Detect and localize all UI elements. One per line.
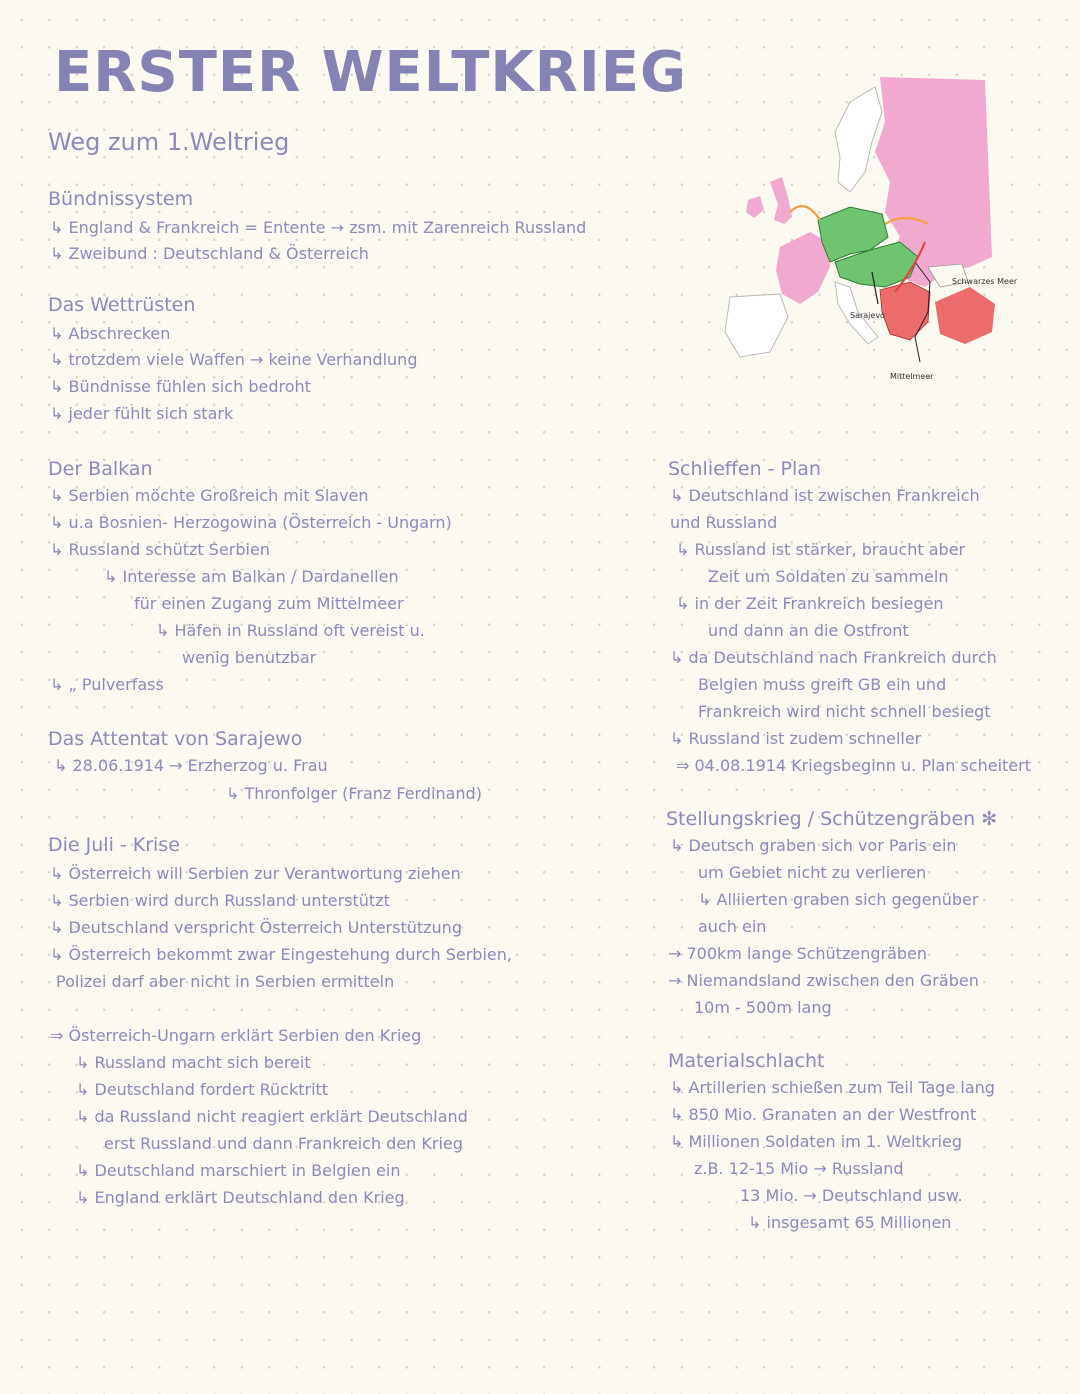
krieg-line: ↳ Russland macht sich bereit: [76, 1053, 311, 1072]
balkan-line: ↳ Häfen in Russland oft vereist u.: [156, 621, 425, 640]
map-balkans: [880, 282, 930, 340]
material-line: ↳ Artillerien schießen zum Teil Tage lang: [670, 1078, 995, 1097]
schlieffen-line: ↳ Deutschland ist zwischen Frankreich: [670, 486, 980, 505]
stellungskrieg-line: ↳ Deutsch graben sich vor Paris ein: [670, 836, 957, 855]
stellungskrieg-line: auch ein: [698, 917, 767, 936]
stellungskrieg-line: ↳ Alliierten graben sich gegenüber: [698, 890, 979, 909]
heading-material: Materialschlacht: [668, 1050, 825, 1072]
material-line: ↳ Millionen Soldaten im 1. Weltkrieg: [670, 1132, 962, 1151]
krieg-line: ↳ England erklärt Deutschland den Krieg: [76, 1188, 405, 1207]
wettruesten-line: ↳ Bündnisse fühlen sich bedroht: [50, 377, 311, 396]
balkan-line: für einen Zugang zum Mittelmeer: [134, 594, 404, 613]
map-label-black-sea: Schwarzes Meer: [952, 277, 1018, 286]
map-scandinavia: [835, 87, 882, 192]
material-line: 13 Mio. → Deutschland usw.: [740, 1186, 963, 1205]
heading-wettruesten: Das Wettrüsten: [48, 294, 196, 316]
schlieffen-line: Zeit um Soldaten zu sammeln: [708, 567, 949, 586]
stellungskrieg-line: → Niemandsland zwischen den Gräben: [668, 971, 979, 990]
heading-julikrise: Die Juli - Krise: [48, 834, 180, 856]
map-iberia: [725, 294, 788, 357]
julikrise-line: Polizei darf aber nicht in Serbien ermitteln: [56, 972, 395, 991]
map-arrow-west: [790, 206, 820, 220]
julikrise-line: ↳ Österreich bekommt zwar Eingestehung durch Serbien,: [50, 945, 512, 964]
schlieffen-line: und Russland: [670, 513, 778, 532]
heading-attentat: Das Attentat von Sarajewo: [48, 728, 303, 750]
heading-buendnis: Bündnissystem: [48, 188, 194, 210]
schlieffen-line: ⇒ 04.08.1914 Kriegsbeginn u. Plan scheitert: [676, 756, 1031, 775]
balkan-line: wenig benutzbar: [182, 648, 317, 667]
julikrise-line: ↳ Österreich will Serbien zur Verantwortung ziehen: [50, 864, 461, 883]
page-title: ERSTER WELTKRIEG: [54, 40, 687, 105]
map-label-sarajevo: Sarajevo: [850, 311, 885, 320]
krieg-line: ↳ Deutschland fordert Rücktritt: [76, 1080, 329, 1099]
buendnis-line: ↳ Zweibund : Deutschland & Österreich: [50, 244, 369, 263]
julikrise-line: ↳ Serbien wird durch Russland unterstützt: [50, 891, 390, 910]
schlieffen-line: ↳ in der Zeit Frankreich besiegen: [676, 594, 944, 613]
krieg-line: erst Russland und dann Frankreich den Krieg: [104, 1134, 463, 1153]
wettruesten-line: ↳ trotzdem viele Waffen → keine Verhandlung: [50, 350, 418, 369]
schlieffen-line: und dann an die Ostfront: [708, 621, 909, 640]
material-line: z.B. 12-15 Mio → Russland: [694, 1159, 904, 1178]
balkan-line: ↳ u.a Bosnien- Herzogowina (Österreich - Ungarn): [50, 513, 452, 532]
krieg-line: ↳ Deutschland marschiert in Belgien ein: [76, 1161, 401, 1180]
page-subtitle: Weg zum 1.Weltrieg: [48, 128, 290, 156]
attentat-line: ↳ 28.06.1914 → Erzherzog u. Frau: [54, 756, 328, 775]
krieg-line: ⇒ Österreich-Ungarn erklärt Serbien den Krieg: [50, 1026, 422, 1045]
heading-balkan: Der Balkan: [48, 458, 153, 480]
heading-schlieffen: Schlieffen - Plan: [668, 458, 821, 480]
balkan-line: ↳ Serbien möchte Großreich mit Slaven: [50, 486, 369, 505]
wettruesten-line: ↳ Abschrecken: [50, 324, 171, 343]
attentat-line: ↳ Thronfolger (Franz Ferdinand): [226, 784, 482, 803]
schlieffen-line: Belgien muss greift GB ein und: [698, 675, 947, 694]
wettruesten-line: ↳ jeder fühlt sich stark: [50, 404, 234, 423]
julikrise-line: ↳ Deutschland verspricht Österreich Unterstützung: [50, 918, 462, 937]
stellungskrieg-line: 10m - 500m lang: [694, 998, 832, 1017]
material-line: ↳ insgesamt 65 Millionen: [748, 1213, 952, 1232]
schlieffen-line: ↳ da Deutschland nach Frankreich durch: [670, 648, 997, 667]
map-label-mediterranean: Mittelmeer: [890, 372, 934, 381]
material-line: ↳ 850 Mio. Granaten an der Westfront: [670, 1105, 977, 1124]
buendnis-line: ↳ England & Frankreich = Entente → zsm. mit Zarenreich Russland: [50, 218, 587, 237]
balkan-line: ↳ Interesse am Balkan / Dardanellen: [104, 567, 399, 586]
schlieffen-line: ↳ Russland ist zudem schneller: [670, 729, 922, 748]
balkan-line: ↳ „ Pulverfass: [50, 675, 164, 694]
map-ireland: [746, 196, 764, 218]
krieg-line: ↳ da Russland nicht reagiert erklärt Deutschland: [76, 1107, 468, 1126]
map-britain: [770, 177, 792, 224]
balkan-line: ↳ Russland schützt Serbien: [50, 540, 270, 559]
heading-stellungskrieg: Stellungskrieg / Schützengräben ✻: [666, 808, 998, 830]
europe-map: [700, 72, 1018, 392]
stellungskrieg-line: um Gebiet nicht zu verlieren: [698, 863, 927, 882]
schlieffen-line: Frankreich wird nicht schnell besiegt: [698, 702, 991, 721]
stellungskrieg-line: → 700km lange Schützengräben: [668, 944, 928, 963]
schlieffen-line: ↳ Russland ist stärker, braucht aber: [676, 540, 966, 559]
map-ottoman: [935, 287, 995, 344]
